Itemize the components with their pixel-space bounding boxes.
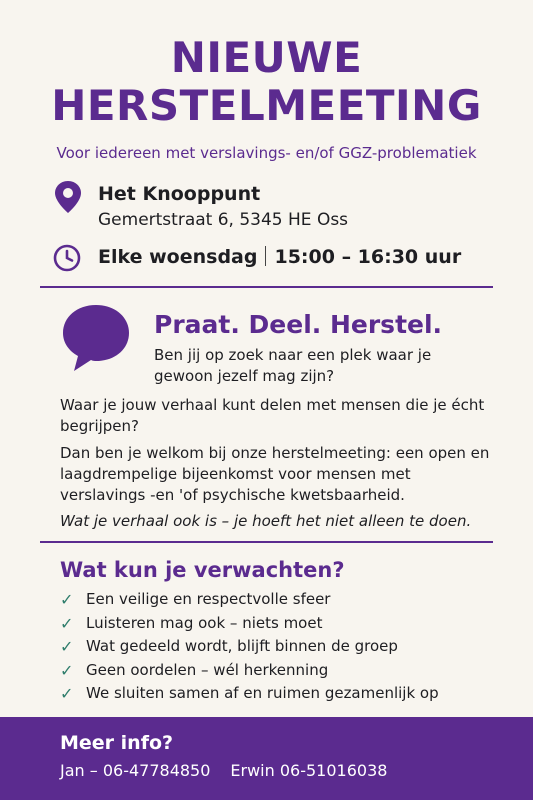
check-icon: ✓ — [60, 590, 74, 610]
footer-contacts — [60, 761, 387, 780]
list-item-text: Luisteren mag ook – niets moet — [86, 613, 323, 632]
contact-jan: Jan – 06-47784850 — [60, 761, 211, 780]
speech-bubble-icon — [60, 302, 132, 374]
schedule-separator — [265, 246, 266, 266]
list-item-text: Wat gedeeld wordt, blijft binnen de groep — [86, 637, 398, 656]
check-icon: ✓ — [60, 613, 74, 633]
contact-erwin: Erwin 06-51016038 — [230, 761, 388, 780]
closing-line: Wat je verhaal ook is – je hoeft het niet alleen te doen. — [60, 512, 472, 530]
check-icon: ✓ — [60, 660, 74, 680]
meeting-schedule — [98, 246, 461, 268]
footer-banner — [0, 717, 533, 800]
list-item-text: We sluiten samen af en ruimen gezamenlijk op — [86, 684, 439, 703]
list-item — [60, 612, 439, 636]
list-item — [60, 659, 439, 683]
list-item — [60, 635, 439, 659]
venue-address: Gemertstraat 6, 5345 HE Oss — [98, 210, 349, 230]
divider-top — [40, 286, 493, 288]
slogan: Praat. Deel. Herstel. — [154, 310, 443, 339]
subtitle: Voor iedereen met verslavings- en/of GGZ-problematiek — [56, 144, 477, 162]
expectations-heading: Wat kun je verwachten? — [60, 558, 345, 582]
footer-title: Meer info? — [60, 732, 174, 754]
intro-paragraph-3: Dan ben je welkom bij onze herstelmeeting: een open en laagdrempelige bijeenkomst voor mensen met verslavings -en 'of psychische kwetsbaarheid. — [60, 444, 490, 504]
title-line-1: NIEUWE — [170, 33, 363, 82]
meeting-time: 15:00 – 16:30 uur — [274, 246, 462, 268]
list-item-text: Een veilige en respectvolle sfeer — [86, 590, 331, 609]
list-item — [60, 682, 439, 706]
title-line-2: HERSTELMEETING — [51, 81, 482, 130]
check-icon: ✓ — [60, 684, 74, 704]
clock-icon — [53, 244, 81, 272]
venue-name: Het Knooppunt — [98, 183, 261, 205]
list-item — [60, 588, 439, 612]
intro-paragraph-2: Waar je jouw verhaal kunt delen met mensen die je écht begrijpen? — [60, 396, 485, 435]
meeting-day: Elke woensdag — [98, 246, 258, 268]
expectations-list — [60, 588, 439, 706]
intro-paragraph-1: Ben jij op zoek naar een plek waar je gewoon jezelf mag zijn? — [154, 346, 432, 385]
page-title — [0, 34, 533, 130]
divider-middle — [40, 541, 493, 543]
check-icon: ✓ — [60, 637, 74, 657]
location-pin-icon — [53, 180, 83, 214]
list-item-text: Geen oordelen – wél herkenning — [86, 660, 329, 679]
